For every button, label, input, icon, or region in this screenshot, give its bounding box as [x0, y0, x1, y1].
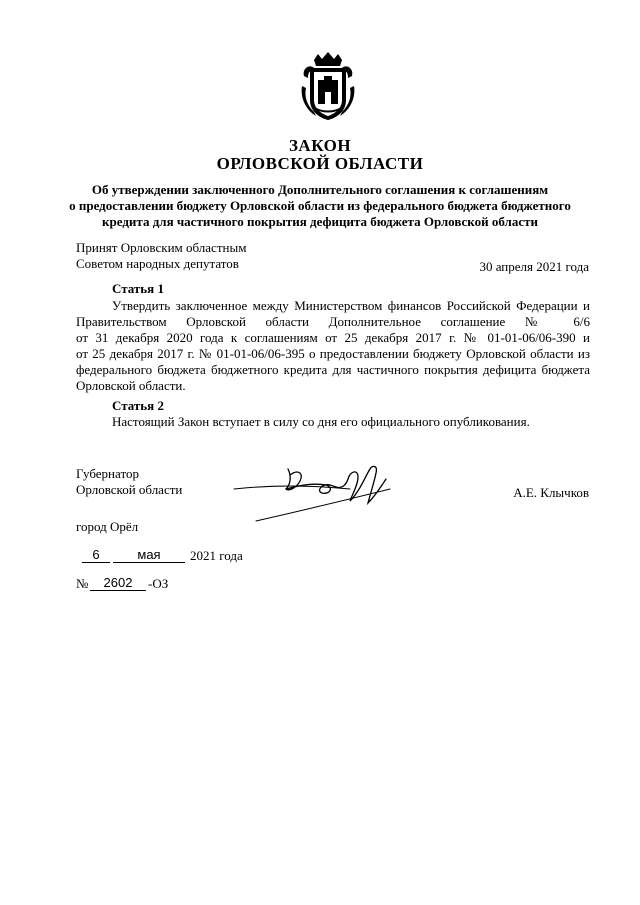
document-type-title: ЗАКОН	[288, 136, 352, 155]
article-text-line: Настоящий Закон вступает в силу со дня его официального опубликования.	[112, 414, 530, 429]
signatory-title: Губернатор	[76, 466, 139, 481]
article-heading: Статья 1	[112, 281, 164, 296]
adopted-by-line: Принят Орловским областным	[76, 240, 247, 255]
subject-line: Об утверждении заключенного Дополнительного соглашения к соглашениям	[91, 182, 549, 197]
signatory-name: А.Е. Клычков	[513, 485, 589, 500]
law-number: 2602	[90, 575, 146, 591]
law-number-suffix: -ОЗ	[148, 576, 169, 591]
article-text-line: Орловской области.	[76, 378, 186, 393]
signed-year: 2021 года	[190, 548, 243, 563]
adoption-date: 30 апреля 2021 года	[479, 259, 589, 274]
article-text-line: от 31 декабря 2020 года к соглашениям от 25 декабря 2017 г. № 01-01-06/06-390 и	[76, 330, 590, 345]
article-text-line: Утвердить заключенное между Министерством финансов Российской Федерации и	[112, 298, 590, 313]
signatory-title: Орловской области	[76, 482, 183, 497]
article-text-line: федерального бюджета бюджетного кредита для частичного покрытия дефицита бюджета	[76, 362, 590, 377]
region-title: ОРЛОВСКОЙ ОБЛАСТИ	[216, 154, 424, 173]
coat-of-arms-icon	[300, 50, 356, 122]
article-text-line: Правительством Орловской области Дополнительное соглашение № 6/6	[76, 314, 590, 329]
signed-day: 6	[82, 547, 110, 563]
subject-line: о предоставлении бюджету Орловской области из федерального бюджета бюджетного	[69, 198, 571, 213]
subject-line: кредита для частичного покрытия дефицита бюджета Орловской области	[102, 214, 538, 229]
article-text-line: от 25 декабря 2017 г. № 01-01-06/06-395 о предоставлении бюджету Орловской области из	[76, 346, 590, 361]
signature-icon	[230, 455, 410, 535]
number-sign: №	[76, 576, 89, 591]
adopted-by-line: Советом народных депутатов	[76, 256, 239, 271]
article-heading: Статья 2	[112, 398, 164, 413]
signed-month: мая	[113, 547, 185, 563]
place-of-signing: город Орёл	[76, 519, 139, 534]
